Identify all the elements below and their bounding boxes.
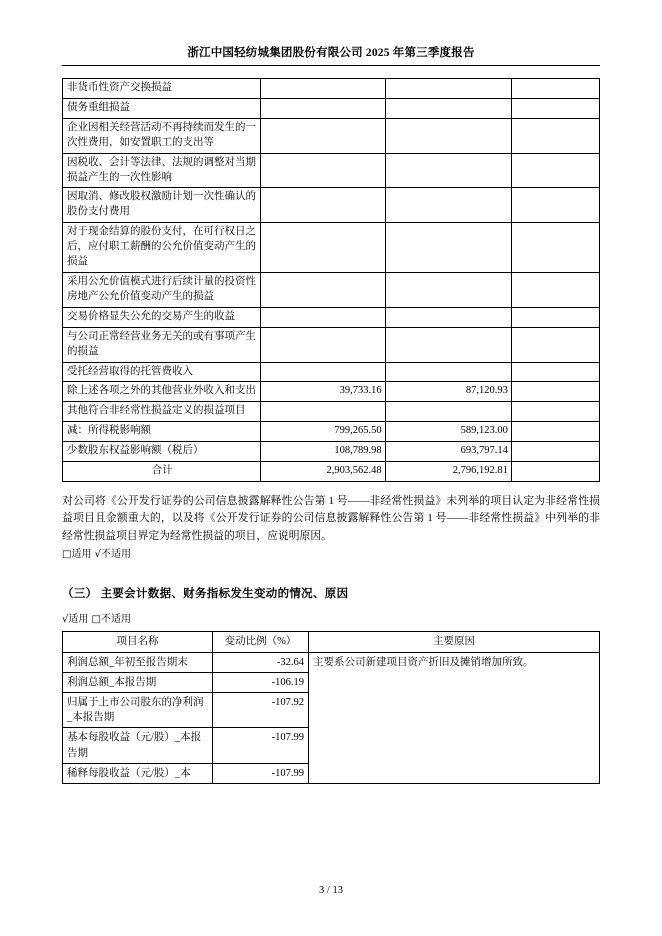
item-value-a	[261, 118, 385, 153]
row-ratio: -107.99	[213, 763, 309, 783]
row-name: 利润总额_年初至报告期末	[63, 652, 213, 672]
item-value-c	[511, 422, 599, 442]
item-value-b: 2,796,192.81	[385, 462, 511, 482]
item-value-c	[511, 153, 599, 188]
table-row-total	[63, 462, 600, 482]
item-value-a: 39,733.16	[261, 382, 385, 402]
page-footer	[0, 885, 662, 896]
header-divider	[62, 65, 600, 66]
item-value-c	[511, 98, 599, 118]
item-value-b: 693,797.14	[385, 442, 511, 462]
changes-reasons-table	[62, 631, 600, 784]
item-value-a	[261, 153, 385, 188]
section-apply-options: √适用 □不适用	[62, 614, 131, 626]
item-value-c	[511, 223, 599, 273]
item-value-b	[385, 307, 511, 327]
item-value-c	[511, 362, 599, 382]
item-value-a	[261, 402, 385, 422]
item-label: 受托经营取得的托管费收入	[63, 362, 261, 382]
page-header	[62, 0, 600, 60]
item-value-c	[511, 462, 599, 482]
item-value-c	[511, 118, 599, 153]
table-row	[63, 188, 600, 223]
item-label: 除上述各项之外的其他营业外收入和支出	[63, 382, 261, 402]
item-label: 因取消、修改股权激励计划一次性确认的股份支付费用	[63, 188, 261, 223]
item-value-a: 799,265.50	[261, 422, 385, 442]
nonrecurring-items-table	[62, 78, 600, 482]
table-row	[63, 422, 600, 442]
row-name: 归属于上市公司股东的净利润_本报告期	[63, 693, 213, 728]
item-value-b	[385, 153, 511, 188]
item-value-b: 87,120.93	[385, 382, 511, 402]
item-label: 债务重组损益	[63, 98, 261, 118]
table-row	[63, 153, 600, 188]
item-value-c	[511, 188, 599, 223]
table-row	[63, 272, 600, 307]
item-label: 与公司正常经营业务无关的或有事项产生的损益	[63, 327, 261, 362]
table-row	[63, 98, 600, 118]
item-label: 交易价格显失公允的交易产生的收益	[63, 307, 261, 327]
item-label: 对于现金结算的股份支付，在可行权日之后，应付职工薪酬的公允价值变动产生的损益	[63, 223, 261, 273]
item-value-a	[261, 98, 385, 118]
table-row	[63, 118, 600, 153]
item-value-a	[261, 272, 385, 307]
item-value-b	[385, 188, 511, 223]
item-label: 其他符合非经常性损益定义的损益项目	[63, 402, 261, 422]
row-ratio: -32.64	[213, 652, 309, 672]
note-paragraph: 对公司将《公开发行证券的公司信息披露解释性公告第 1 号——非经常性损益》未列举的项目认定为非经常性损益项目且金额重大的，以及将《公开发行证券的公司信息披露解释性公告第 1 号——非经常性损益》中列举的非经常性损益项目界定为经常性损益的项目，应说明原因。	[62, 494, 600, 542]
item-value-c	[511, 79, 599, 99]
item-value-c	[511, 327, 599, 362]
item-value-b: 589,123.00	[385, 422, 511, 442]
item-value-a: 108,789.98	[261, 442, 385, 462]
item-label: 企业因相关经营活动不再持续而发生的一次性费用，如安置职工的支出等	[63, 118, 261, 153]
item-value-b	[385, 223, 511, 273]
item-value-a	[261, 362, 385, 382]
item-value-a	[261, 223, 385, 273]
item-value-a	[261, 307, 385, 327]
table-row	[63, 223, 600, 273]
row-reason: 主要系公司新建项目资产折旧及摊销增加所致。	[309, 652, 600, 784]
note-apply-options: □适用 √不适用	[62, 549, 131, 561]
row-ratio: -106.19	[213, 672, 309, 692]
item-value-a	[261, 327, 385, 362]
table-row	[63, 652, 600, 672]
row-name: 基本每股收益（元/股）_本报告期	[63, 728, 213, 763]
col-header-name: 项目名称	[63, 632, 213, 652]
item-value-b	[385, 98, 511, 118]
table-row	[63, 327, 600, 362]
item-value-c	[511, 382, 599, 402]
col-header-reason: 主要原因	[309, 632, 600, 652]
item-value-b	[385, 362, 511, 382]
item-label: 因税收、会计等法律、法规的调整对当期损益产生的一次性影响	[63, 153, 261, 188]
table-row	[63, 442, 600, 462]
item-label: 采用公允价值模式进行后续计量的投资性房地产公允价值变动产生的损益	[63, 272, 261, 307]
item-value-c	[511, 402, 599, 422]
table-header-row	[63, 632, 600, 652]
item-label: 非货币性资产交换损益	[63, 79, 261, 99]
item-value-a	[261, 188, 385, 223]
item-label: 合计	[63, 462, 261, 482]
table-row	[63, 307, 600, 327]
item-value-a: 2,903,562.48	[261, 462, 385, 482]
item-value-b	[385, 402, 511, 422]
item-value-c	[511, 272, 599, 307]
row-ratio: -107.99	[213, 728, 309, 763]
row-ratio: -107.92	[213, 693, 309, 728]
row-name: 利润总额_本报告期	[63, 672, 213, 692]
col-header-ratio: 变动比例（%）	[213, 632, 309, 652]
item-value-b	[385, 79, 511, 99]
item-value-b	[385, 272, 511, 307]
section-title: （三） 主要会计数据、财务指标发生变动的情况、原因	[62, 588, 349, 601]
item-label: 减：所得税影响额	[63, 422, 261, 442]
table-row	[63, 79, 600, 99]
table-row	[63, 382, 600, 402]
item-value-b	[385, 327, 511, 362]
item-value-c	[511, 307, 599, 327]
item-value-a	[261, 79, 385, 99]
item-value-c	[511, 442, 599, 462]
table-row	[63, 362, 600, 382]
item-label: 少数股东权益影响额（税后）	[63, 442, 261, 462]
header-title: 浙江中国轻纺城集团股份有限公司 2025 年第三季度报告	[187, 47, 475, 59]
page-number: 3 / 13	[319, 885, 343, 896]
table-row	[63, 402, 600, 422]
row-name: 稀释每股收益（元/股）_本	[63, 763, 213, 783]
item-value-b	[385, 118, 511, 153]
